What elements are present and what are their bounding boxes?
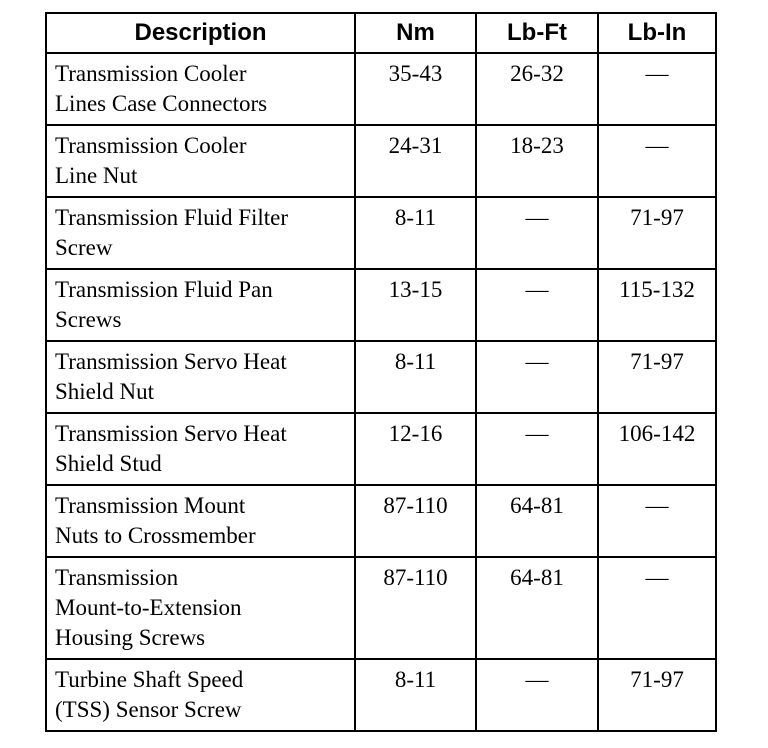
description-line: Nuts to Crossmember — [55, 523, 256, 548]
lb-in-cell: 115-132 — [598, 269, 716, 341]
lb-in-cell: — — [598, 125, 716, 197]
table-row — [46, 53, 716, 125]
description-line: (TSS) Sensor Screw — [55, 697, 242, 722]
lb-in-cell: — — [598, 53, 716, 125]
lb-in-cell: 106-142 — [598, 413, 716, 485]
description-line: Screw — [55, 235, 113, 260]
table-row — [46, 269, 716, 341]
description-cell — [46, 413, 355, 485]
description-line: Shield Stud — [55, 451, 162, 476]
lb-in-cell: 71-97 — [598, 341, 716, 413]
lb-ft-cell: 64-81 — [476, 485, 598, 557]
lb-ft-cell: — — [476, 197, 598, 269]
header-nm: Nm — [355, 13, 476, 53]
nm-cell: 87-110 — [355, 485, 476, 557]
lb-ft-cell: 18-23 — [476, 125, 598, 197]
lb-in-cell: — — [598, 557, 716, 659]
table-row — [46, 413, 716, 485]
nm-cell: 8-11 — [355, 659, 476, 731]
description-line: Transmission Servo Heat — [55, 421, 287, 446]
description-line: Transmission Fluid Filter — [55, 205, 289, 230]
table-row — [46, 197, 716, 269]
nm-cell: 12-16 — [355, 413, 476, 485]
description-cell — [46, 53, 355, 125]
description-line: Transmission Cooler — [55, 61, 247, 86]
lb-ft-cell: 26-32 — [476, 53, 598, 125]
description-line: Housing Screws — [55, 625, 206, 650]
nm-cell: 8-11 — [355, 341, 476, 413]
table-row — [46, 659, 716, 731]
description-line: Mount-to-Extension — [55, 595, 242, 620]
torque-spec-table — [45, 12, 717, 732]
nm-cell: 24-31 — [355, 125, 476, 197]
description-line: Turbine Shaft Speed — [55, 667, 244, 692]
description-cell — [46, 125, 355, 197]
lb-ft-cell: — — [476, 659, 598, 731]
description-line: Transmission Fluid Pan — [55, 277, 273, 302]
header-row — [46, 13, 716, 53]
description-cell — [46, 659, 355, 731]
description-line: Transmission Mount — [55, 493, 246, 518]
lb-in-cell: 71-97 — [598, 197, 716, 269]
description-line: Line Nut — [55, 163, 138, 188]
table-row — [46, 341, 716, 413]
description-line: Transmission Cooler — [55, 133, 247, 158]
lb-ft-cell: — — [476, 413, 598, 485]
header-lb-ft: Lb-Ft — [476, 13, 598, 53]
lb-ft-cell: — — [476, 269, 598, 341]
nm-cell: 13-15 — [355, 269, 476, 341]
lb-ft-cell: 64-81 — [476, 557, 598, 659]
table-row — [46, 125, 716, 197]
header-lb-in: Lb-In — [598, 13, 716, 53]
lb-ft-cell: — — [476, 341, 598, 413]
table-row — [46, 557, 716, 659]
lb-in-cell: 71-97 — [598, 659, 716, 731]
description-line: Lines Case Connectors — [55, 91, 268, 116]
nm-cell: 87-110 — [355, 557, 476, 659]
description-cell — [46, 557, 355, 659]
lb-in-cell: — — [598, 485, 716, 557]
nm-cell: 35-43 — [355, 53, 476, 125]
description-line: Transmission Servo Heat — [55, 349, 287, 374]
table-row — [46, 485, 716, 557]
nm-cell: 8-11 — [355, 197, 476, 269]
description-line: Transmission — [55, 565, 179, 590]
description-cell — [46, 485, 355, 557]
description-line: Shield Nut — [55, 379, 155, 404]
description-line: Screws — [55, 307, 122, 332]
description-cell — [46, 341, 355, 413]
description-cell — [46, 197, 355, 269]
header-description: Description — [46, 13, 355, 53]
description-cell — [46, 269, 355, 341]
